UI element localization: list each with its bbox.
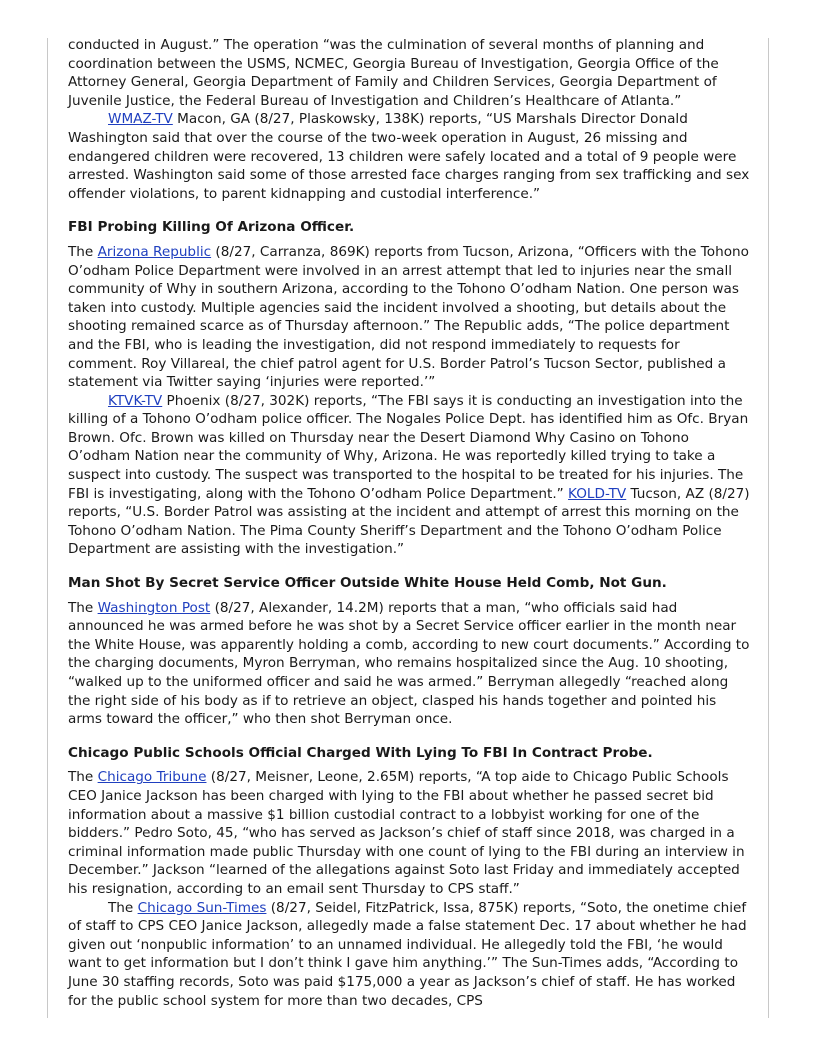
source-link-ktvk-tv[interactable]: KTVK-TV	[108, 392, 163, 409]
article-arizona-officer	[68, 218, 752, 559]
paragraph: WMAZ-TV Macon, GA (8/27, Plaskowsky, 138K) reports, “US Marshals Director Donald Washington said that over the course of the two-week operation in August, 26 missing and endangered children were recovered, 13 children were safely located and a total of 9 people were arrested. Washington said some of those arrested face charges ranging from sex trafficking and sex offender violations, to parent kidnapping and custodial interference.”	[68, 111, 750, 202]
headline: Man Shot By Secret Service Officer Outside White House Held Comb, Not Gun.	[68, 575, 667, 592]
source-link-kold-tv[interactable]: KOLD-TV	[568, 485, 627, 502]
source-link-chicago-sun-times[interactable]: Chicago Sun-Times	[137, 899, 267, 916]
paragraph: The Chicago Sun-Times (8/27, Seidel, FitzPatrick, Issa, 875K) reports, “Soto, the onetime chief of staff to CPS CEO Janice Jackson, allegedly made a false statement Dec. 17 about whether he had given out ‘nonpublic information’ to an unnamed individual. He allegedly told the FBI, ‘he would want to get information but I don’t think I gave him anything.’” The Sun-Times adds, “According to June 30 staffing records, Soto was paid $175,000 a year as Jackson’s chief of staff. He has worked for the public school system for more than two decades, CPS	[68, 899, 747, 1009]
document-page	[68, 36, 752, 1010]
article-secret-service-shooting	[68, 574, 752, 729]
paragraph: KTVK-TV Phoenix (8/27, 302K) reports, “The FBI says it is conducting an investigation into the killing of a Tohono O’odham police officer. The Nogales Police Dept. has identified him as Ofc. Bryan Brown. Ofc. Brown was killed on Thursday near the Desert Diamond Why Casino on Tohono O’odham Nation near the community of Why, Arizona. He was reportedly killed trying to take a suspect into custody. The suspect was transported to the hospital to be treated for his injuries. The FBI is investigating, along with the Tohono O’odham Police Department.” KOLD-TV Tucson, AZ (8/27) reports, “U.S. Border Patrol was assisting at the incident and attempt of arrest this morning on the Tohono O’odham Nation. The Pima County Sheriff’s Department and the Tohono O’odham Police Department are assisting with the investigation.”	[68, 392, 750, 558]
source-link-chicago-tribune[interactable]: Chicago Tribune	[97, 769, 207, 786]
article-chicago-schools	[68, 744, 752, 1010]
right-margin-rule	[768, 38, 769, 1018]
headline: Chicago Public Schools Official Charged With Lying To FBI In Contract Probe.	[68, 744, 653, 761]
source-link-wmaz-tv[interactable]: WMAZ-TV	[108, 111, 173, 128]
paragraph: conducted in August.” The operation “was the culmination of several months of planning and coordination between the USMS, NCMEC, Georgia Bureau of Investigation, Georgia Office of the Attorney General, Georgia Department of Family and Children Services, Georgia Department of Juvenile Justice, the Federal Bureau of Investigation and Children’s Healthcare of Atlanta.”	[68, 37, 719, 109]
headline: FBI Probing Killing Of Arizona Officer.	[68, 219, 355, 236]
paragraph: The Arizona Republic (8/27, Carranza, 869K) reports from Tucson, Arizona, “Officers with the Tohono O’odham Police Department were involved in an arrest attempt that led to injuries near the small community of Why in southern Arizona, according to the Tohono O’odham Nation. One person was taken into custody. Multiple agencies said the incident involved a shooting, but details about the shooting remained scarce as of Thursday afternoon.” The Republic adds, “The police department and the FBI, who is leading the investigation, did not respond immediately to requests for comment. Roy Villareal, the chief patrol agent for U.S. Border Patrol’s Tucson Sector, published a statement via Twitter saying ‘injuries were reported.’”	[68, 243, 749, 391]
source-link-washington-post[interactable]: Washington Post	[97, 599, 211, 616]
paragraph: The Washington Post (8/27, Alexander, 14.2M) reports that a man, “who officials said had announced he was armed before he was shot by a Secret Service officer earlier in the month near the White House, was apparently holding a comb, according to new court documents.” According to the charging documents, Myron Berryman, who remains hospitalized since the Aug. 10 shooting, “walked up to the uniformed officer and said he was armed.” Berryman allegedly “reached along the right side of his body as if to retrieve an object, clasped his hands together and pointed his arms toward the officer,” who then shot Berryman once.	[68, 599, 750, 728]
paragraph: The Chicago Tribune (8/27, Meisner, Leone, 2.65M) reports, “A top aide to Chicago Public Schools CEO Janice Jackson has been charged with lying to the FBI about whether he passed secret bid information about a massive $1 billion custodial contract to a lobbyist working for one of the bidders.” Pedro Soto, 45, “who has served as Jackson’s chief of staff since 2018, was charged in a criminal information made public Thursday with one count of lying to the FBI during an interview in December.” Jackson “learned of the allegations against Soto last Friday and immediately accepted his resignation, according to an email sent Thursday to CPS staff.”	[68, 769, 745, 897]
article-missing-children	[68, 36, 752, 203]
left-margin-rule	[47, 38, 48, 1018]
source-link-arizona-republic[interactable]: Arizona Republic	[97, 243, 212, 260]
